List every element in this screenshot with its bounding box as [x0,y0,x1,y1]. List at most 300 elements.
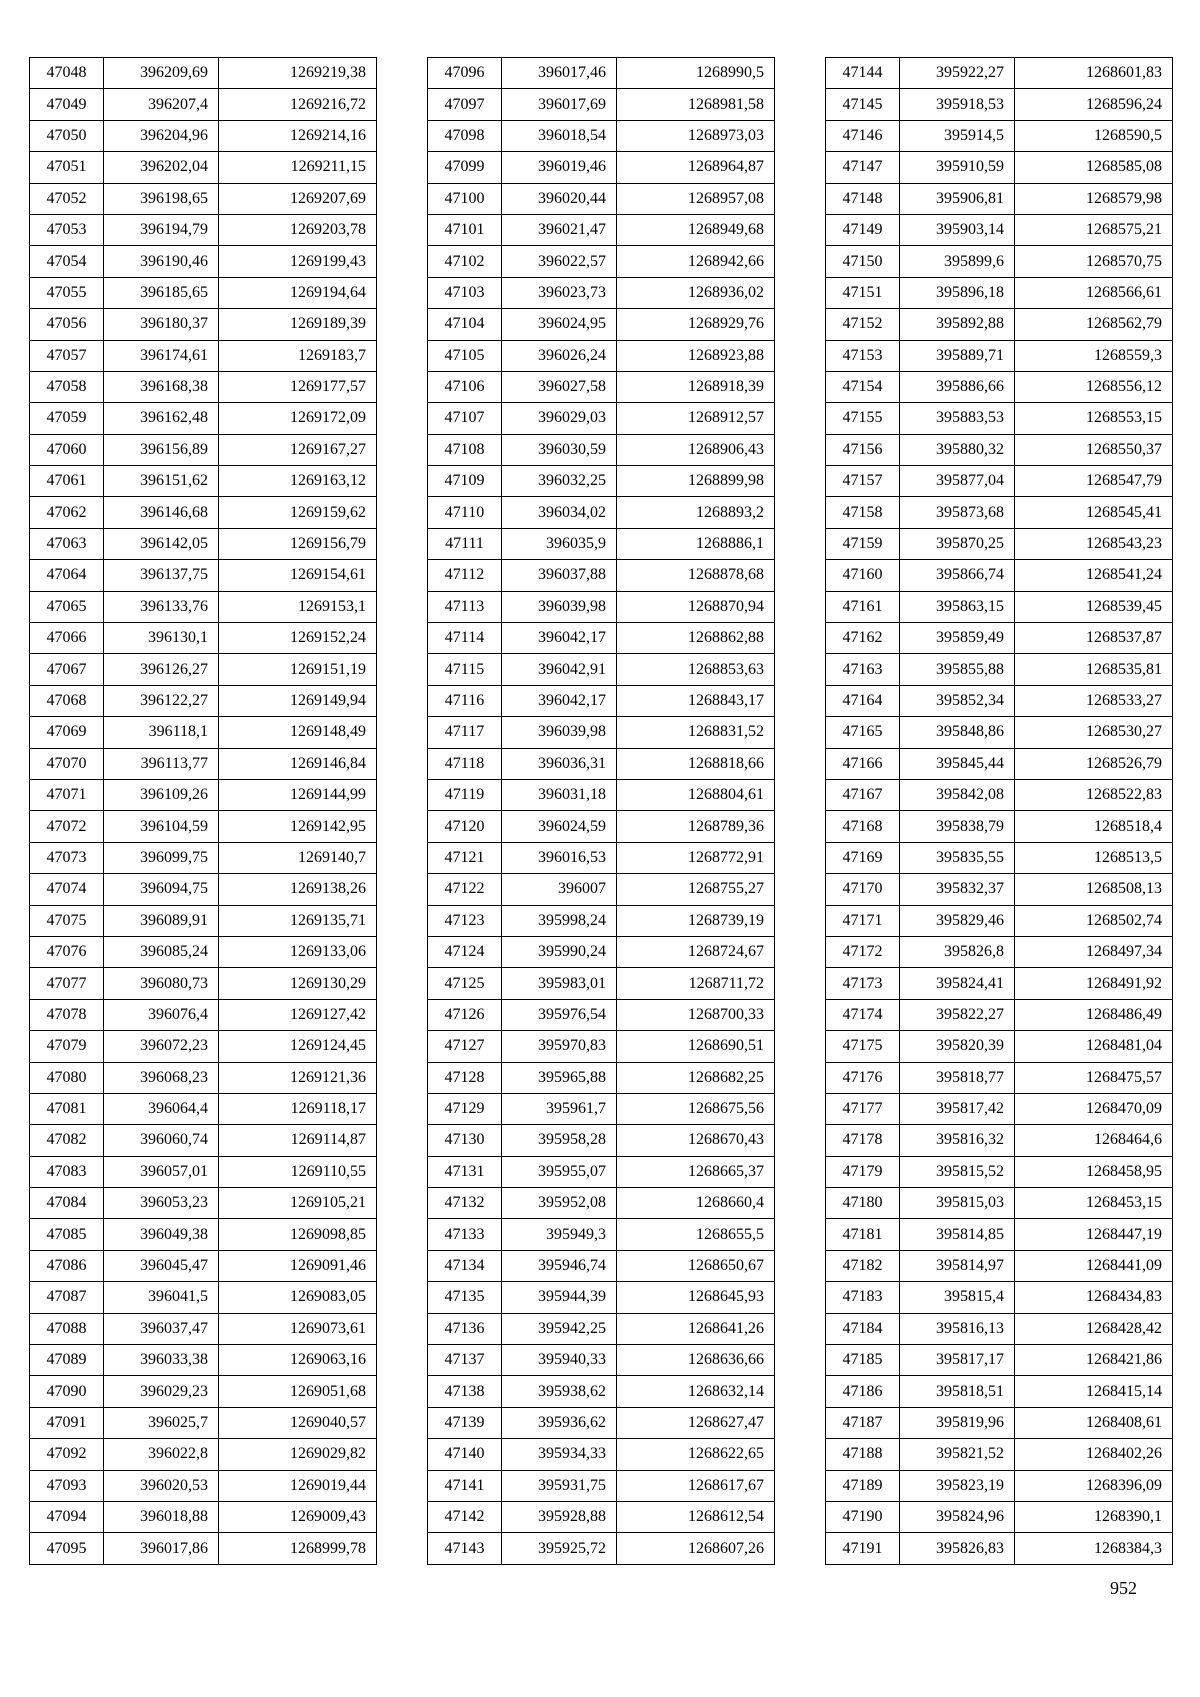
point-number-cell: 47152 [826,309,900,340]
point-number-cell: 47097 [428,89,502,120]
x-coordinate-cell: 395816,13 [900,1313,1015,1344]
x-coordinate-cell: 395880,32 [900,434,1015,465]
y-coordinate-cell: 1269121,36 [219,1062,377,1093]
table-row [826,623,1173,654]
point-number-cell: 47184 [826,1313,900,1344]
x-coordinate-cell: 395818,77 [900,1062,1015,1093]
table-row [428,277,775,308]
table-row [826,309,1173,340]
table-row [30,717,377,748]
y-coordinate-cell: 1268513,5 [1015,842,1173,873]
table-row [826,1439,1173,1470]
point-number-cell: 47069 [30,717,104,748]
x-coordinate-cell: 396207,4 [104,89,219,120]
point-number-cell: 47126 [428,999,502,1030]
table-row [30,214,377,245]
x-coordinate-cell: 396122,27 [104,685,219,716]
point-number-cell: 47138 [428,1376,502,1407]
table-row [30,497,377,528]
table-row [826,1282,1173,1313]
point-number-cell: 47127 [428,1031,502,1062]
x-coordinate-cell: 395889,71 [900,340,1015,371]
table-row [826,968,1173,999]
x-coordinate-cell: 395925,72 [502,1533,617,1564]
point-number-cell: 47136 [428,1313,502,1344]
y-coordinate-cell: 1269177,57 [219,371,377,402]
y-coordinate-cell: 1268566,61 [1015,277,1173,308]
y-coordinate-cell: 1268491,92 [1015,968,1173,999]
table-row [30,246,377,277]
x-coordinate-cell: 396017,69 [502,89,617,120]
x-coordinate-cell: 396027,58 [502,371,617,402]
table-row [30,120,377,151]
x-coordinate-cell: 396007 [502,874,617,905]
y-coordinate-cell: 1268870,94 [617,591,775,622]
x-coordinate-cell: 396151,62 [104,466,219,497]
page-number: 952 [1110,1578,1137,1598]
point-number-cell: 47099 [428,152,502,183]
point-number-cell: 47132 [428,1188,502,1219]
table-row [428,246,775,277]
x-coordinate-cell: 396019,46 [502,152,617,183]
x-coordinate-cell: 395815,4 [900,1282,1015,1313]
table-row [428,1470,775,1501]
y-coordinate-cell: 1268627,47 [617,1407,775,1438]
table-row [826,1062,1173,1093]
point-number-cell: 47057 [30,340,104,371]
point-number-cell: 47128 [428,1062,502,1093]
table-row [826,183,1173,214]
y-coordinate-cell: 1269211,15 [219,152,377,183]
y-coordinate-cell: 1268912,57 [617,403,775,434]
table-row [428,1031,775,1062]
table-row [826,497,1173,528]
x-coordinate-cell: 396042,17 [502,623,617,654]
x-coordinate-cell: 395859,49 [900,623,1015,654]
x-coordinate-cell: 395817,42 [900,1093,1015,1124]
point-number-cell: 47158 [826,497,900,528]
table-row [428,748,775,779]
y-coordinate-cell: 1268553,15 [1015,403,1173,434]
table-row [30,89,377,120]
table-row [428,1376,775,1407]
table-row [428,685,775,716]
table-row [428,1501,775,1532]
point-number-cell: 47141 [428,1470,502,1501]
point-number-cell: 47103 [428,277,502,308]
point-number-cell: 47104 [428,309,502,340]
table-row [428,1188,775,1219]
table-row [30,905,377,936]
y-coordinate-cell: 1268402,26 [1015,1439,1173,1470]
x-coordinate-cell: 395958,28 [502,1125,617,1156]
y-coordinate-cell: 1269189,39 [219,309,377,340]
x-coordinate-cell: 395835,55 [900,842,1015,873]
point-number-cell: 47135 [428,1282,502,1313]
x-coordinate-cell: 396202,04 [104,152,219,183]
y-coordinate-cell: 1268415,14 [1015,1376,1173,1407]
table-row [30,1407,377,1438]
y-coordinate-cell: 1268622,65 [617,1439,775,1470]
x-coordinate-cell: 396109,26 [104,779,219,810]
point-number-cell: 47114 [428,623,502,654]
x-coordinate-cell: 395970,83 [502,1031,617,1062]
point-number-cell: 47086 [30,1250,104,1281]
table-row [428,623,775,654]
x-coordinate-cell: 396022,57 [502,246,617,277]
point-number-cell: 47084 [30,1188,104,1219]
point-number-cell: 47102 [428,246,502,277]
point-number-cell: 47178 [826,1125,900,1156]
x-coordinate-cell: 395944,39 [502,1282,617,1313]
y-coordinate-cell: 1268550,37 [1015,434,1173,465]
point-number-cell: 47124 [428,936,502,967]
y-coordinate-cell: 1268486,49 [1015,999,1173,1030]
x-coordinate-cell: 396076,4 [104,999,219,1030]
x-coordinate-cell: 396031,18 [502,779,617,810]
table-row [826,1376,1173,1407]
y-coordinate-cell: 1269167,27 [219,434,377,465]
x-coordinate-cell: 395815,52 [900,1156,1015,1187]
x-coordinate-cell: 396185,65 [104,277,219,308]
table-row [30,1533,377,1564]
point-number-cell: 47170 [826,874,900,905]
table-row [428,717,775,748]
y-coordinate-cell: 1269127,42 [219,999,377,1030]
point-number-cell: 47087 [30,1282,104,1313]
point-number-cell: 47190 [826,1501,900,1532]
y-coordinate-cell: 1269105,21 [219,1188,377,1219]
x-coordinate-cell: 396033,38 [104,1345,219,1376]
y-coordinate-cell: 1268601,83 [1015,58,1173,89]
point-number-cell: 47151 [826,277,900,308]
table-row [30,1125,377,1156]
table-row [30,1156,377,1187]
point-number-cell: 47064 [30,560,104,591]
table-row [428,214,775,245]
table-row [826,340,1173,371]
x-coordinate-cell: 396099,75 [104,842,219,873]
y-coordinate-cell: 1269019,44 [219,1470,377,1501]
point-number-cell: 47070 [30,748,104,779]
point-number-cell: 47082 [30,1125,104,1156]
table-row [826,152,1173,183]
point-number-cell: 47083 [30,1156,104,1187]
table-row [30,466,377,497]
y-coordinate-cell: 1268942,66 [617,246,775,277]
point-number-cell: 47146 [826,120,900,151]
table-row [826,371,1173,402]
point-number-cell: 47168 [826,811,900,842]
table-row [30,1282,377,1313]
point-number-cell: 47147 [826,152,900,183]
y-coordinate-cell: 1268508,13 [1015,874,1173,905]
table-row [428,1093,775,1124]
y-coordinate-cell: 1269135,71 [219,905,377,936]
coordinate-table-right [825,57,1173,1565]
x-coordinate-cell: 396016,53 [502,842,617,873]
y-coordinate-cell: 1268497,34 [1015,936,1173,967]
point-number-cell: 47105 [428,340,502,371]
x-coordinate-cell: 396142,05 [104,528,219,559]
x-coordinate-cell: 395824,41 [900,968,1015,999]
point-number-cell: 47060 [30,434,104,465]
point-number-cell: 47161 [826,591,900,622]
table-row [30,1219,377,1250]
table-row [30,748,377,779]
table-row [428,1407,775,1438]
y-coordinate-cell: 1268502,74 [1015,905,1173,936]
table-row [428,1345,775,1376]
x-coordinate-cell: 396204,96 [104,120,219,151]
y-coordinate-cell: 1269144,99 [219,779,377,810]
x-coordinate-cell: 396017,46 [502,58,617,89]
y-coordinate-cell: 1268632,14 [617,1376,775,1407]
x-coordinate-cell: 396060,74 [104,1125,219,1156]
y-coordinate-cell: 1269138,26 [219,874,377,905]
x-coordinate-cell: 396024,95 [502,309,617,340]
point-number-cell: 47049 [30,89,104,120]
y-coordinate-cell: 1268964,87 [617,152,775,183]
x-coordinate-cell: 396034,02 [502,497,617,528]
point-number-cell: 47155 [826,403,900,434]
y-coordinate-cell: 1268556,12 [1015,371,1173,402]
point-number-cell: 47092 [30,1439,104,1470]
y-coordinate-cell: 1268755,27 [617,874,775,905]
point-number-cell: 47140 [428,1439,502,1470]
point-number-cell: 47142 [428,1501,502,1532]
x-coordinate-cell: 395928,88 [502,1501,617,1532]
point-number-cell: 47188 [826,1439,900,1470]
y-coordinate-cell: 1269083,05 [219,1282,377,1313]
table-row [428,497,775,528]
point-number-cell: 47173 [826,968,900,999]
x-coordinate-cell: 395892,88 [900,309,1015,340]
x-coordinate-cell: 396018,88 [104,1501,219,1532]
y-coordinate-cell: 1268899,98 [617,466,775,497]
table-row [826,560,1173,591]
x-coordinate-cell: 395866,74 [900,560,1015,591]
y-coordinate-cell: 1268612,54 [617,1501,775,1532]
table-row [30,623,377,654]
x-coordinate-cell: 396029,23 [104,1376,219,1407]
point-number-cell: 47095 [30,1533,104,1564]
x-coordinate-cell: 395873,68 [900,497,1015,528]
table-row [428,1219,775,1250]
x-coordinate-cell: 395955,07 [502,1156,617,1187]
x-coordinate-cell: 395961,7 [502,1093,617,1124]
point-number-cell: 47109 [428,466,502,497]
table-row [30,340,377,371]
table-row [428,811,775,842]
table-row [30,1250,377,1281]
x-coordinate-cell: 395936,62 [502,1407,617,1438]
y-coordinate-cell: 1268617,67 [617,1470,775,1501]
table-row [826,1345,1173,1376]
table-row [428,1156,775,1187]
table-row [30,183,377,214]
y-coordinate-cell: 1268843,17 [617,685,775,716]
x-coordinate-cell: 395914,5 [900,120,1015,151]
y-coordinate-cell: 1269130,29 [219,968,377,999]
point-number-cell: 47162 [826,623,900,654]
x-coordinate-cell: 395883,53 [900,403,1015,434]
point-number-cell: 47179 [826,1156,900,1187]
x-coordinate-cell: 396146,68 [104,497,219,528]
point-number-cell: 47174 [826,999,900,1030]
x-coordinate-cell: 396018,54 [502,120,617,151]
point-number-cell: 47185 [826,1345,900,1376]
x-coordinate-cell: 395852,34 [900,685,1015,716]
y-coordinate-cell: 1269148,49 [219,717,377,748]
table-row [30,1093,377,1124]
y-coordinate-cell: 1268596,24 [1015,89,1173,120]
y-coordinate-cell: 1269199,43 [219,246,377,277]
point-number-cell: 47191 [826,1533,900,1564]
point-number-cell: 47113 [428,591,502,622]
x-coordinate-cell: 395823,19 [900,1470,1015,1501]
y-coordinate-cell: 1269149,94 [219,685,377,716]
point-number-cell: 47123 [428,905,502,936]
point-number-cell: 47106 [428,371,502,402]
y-coordinate-cell: 1268547,79 [1015,466,1173,497]
x-coordinate-cell: 395863,15 [900,591,1015,622]
x-coordinate-cell: 395821,52 [900,1439,1015,1470]
point-number-cell: 47145 [826,89,900,120]
table-row [428,1439,775,1470]
x-coordinate-cell: 395824,96 [900,1501,1015,1532]
y-coordinate-cell: 1268434,83 [1015,1282,1173,1313]
y-coordinate-cell: 1269152,24 [219,623,377,654]
point-number-cell: 47054 [30,246,104,277]
table-row [428,89,775,120]
table-row [428,1250,775,1281]
x-coordinate-cell: 396036,31 [502,748,617,779]
table-row [826,277,1173,308]
x-coordinate-cell: 396029,03 [502,403,617,434]
table-row [30,277,377,308]
y-coordinate-cell: 1269091,46 [219,1250,377,1281]
x-coordinate-cell: 396037,47 [104,1313,219,1344]
table-row [826,779,1173,810]
point-number-cell: 47156 [826,434,900,465]
y-coordinate-cell: 1268384,3 [1015,1533,1173,1564]
table-row [30,1439,377,1470]
x-coordinate-cell: 395814,85 [900,1219,1015,1250]
point-number-cell: 47187 [826,1407,900,1438]
point-number-cell: 47067 [30,654,104,685]
y-coordinate-cell: 1268906,43 [617,434,775,465]
point-number-cell: 47085 [30,1219,104,1250]
y-coordinate-cell: 1268464,6 [1015,1125,1173,1156]
point-number-cell: 47073 [30,842,104,873]
y-coordinate-cell: 1268575,21 [1015,214,1173,245]
point-number-cell: 47122 [428,874,502,905]
y-coordinate-cell: 1268636,66 [617,1345,775,1376]
x-coordinate-cell: 395998,24 [502,905,617,936]
table-row [30,1345,377,1376]
table-row [826,1125,1173,1156]
point-number-cell: 47160 [826,560,900,591]
x-coordinate-cell: 396042,91 [502,654,617,685]
x-coordinate-cell: 395990,24 [502,936,617,967]
table-row [826,1031,1173,1062]
y-coordinate-cell: 1268739,19 [617,905,775,936]
x-coordinate-cell: 395910,59 [900,152,1015,183]
x-coordinate-cell: 396023,73 [502,277,617,308]
table-row [428,779,775,810]
point-number-cell: 47181 [826,1219,900,1250]
x-coordinate-cell: 395922,27 [900,58,1015,89]
point-number-cell: 47101 [428,214,502,245]
y-coordinate-cell: 1269214,16 [219,120,377,151]
table-row [30,1313,377,1344]
x-coordinate-cell: 395815,03 [900,1188,1015,1219]
x-coordinate-cell: 396113,77 [104,748,219,779]
y-coordinate-cell: 1269110,55 [219,1156,377,1187]
x-coordinate-cell: 395832,37 [900,874,1015,905]
x-coordinate-cell: 395965,88 [502,1062,617,1093]
y-coordinate-cell: 1268559,3 [1015,340,1173,371]
x-coordinate-cell: 396162,48 [104,403,219,434]
point-number-cell: 47116 [428,685,502,716]
y-coordinate-cell: 1269216,72 [219,89,377,120]
point-number-cell: 47167 [826,779,900,810]
y-coordinate-cell: 1269163,12 [219,466,377,497]
point-number-cell: 47169 [826,842,900,873]
x-coordinate-cell: 396020,53 [104,1470,219,1501]
y-coordinate-cell: 1269051,68 [219,1376,377,1407]
point-number-cell: 47061 [30,466,104,497]
point-number-cell: 47077 [30,968,104,999]
point-number-cell: 47068 [30,685,104,716]
y-coordinate-cell: 1268396,09 [1015,1470,1173,1501]
x-coordinate-cell: 396025,7 [104,1407,219,1438]
point-number-cell: 47148 [826,183,900,214]
x-coordinate-cell: 396024,59 [502,811,617,842]
y-coordinate-cell: 1268831,52 [617,717,775,748]
y-coordinate-cell: 1269073,61 [219,1313,377,1344]
x-coordinate-cell: 395877,04 [900,466,1015,497]
y-coordinate-cell: 1268408,61 [1015,1407,1173,1438]
x-coordinate-cell: 395983,01 [502,968,617,999]
point-number-cell: 47072 [30,811,104,842]
y-coordinate-cell: 1268458,95 [1015,1156,1173,1187]
x-coordinate-cell: 396064,4 [104,1093,219,1124]
table-row [30,842,377,873]
y-coordinate-cell: 1268949,68 [617,214,775,245]
y-coordinate-cell: 1268853,63 [617,654,775,685]
table-row [428,654,775,685]
point-number-cell: 47149 [826,214,900,245]
point-number-cell: 47115 [428,654,502,685]
point-number-cell: 47066 [30,623,104,654]
y-coordinate-cell: 1269098,85 [219,1219,377,1250]
x-coordinate-cell: 395952,08 [502,1188,617,1219]
point-number-cell: 47175 [826,1031,900,1062]
table-row [826,999,1173,1030]
x-coordinate-cell: 395842,08 [900,779,1015,810]
y-coordinate-cell: 1269146,84 [219,748,377,779]
table-row [30,874,377,905]
table-row [428,968,775,999]
table-row [826,246,1173,277]
y-coordinate-cell: 1268645,93 [617,1282,775,1313]
y-coordinate-cell: 1269114,87 [219,1125,377,1156]
point-number-cell: 47100 [428,183,502,214]
y-coordinate-cell: 1268562,79 [1015,309,1173,340]
point-number-cell: 47110 [428,497,502,528]
